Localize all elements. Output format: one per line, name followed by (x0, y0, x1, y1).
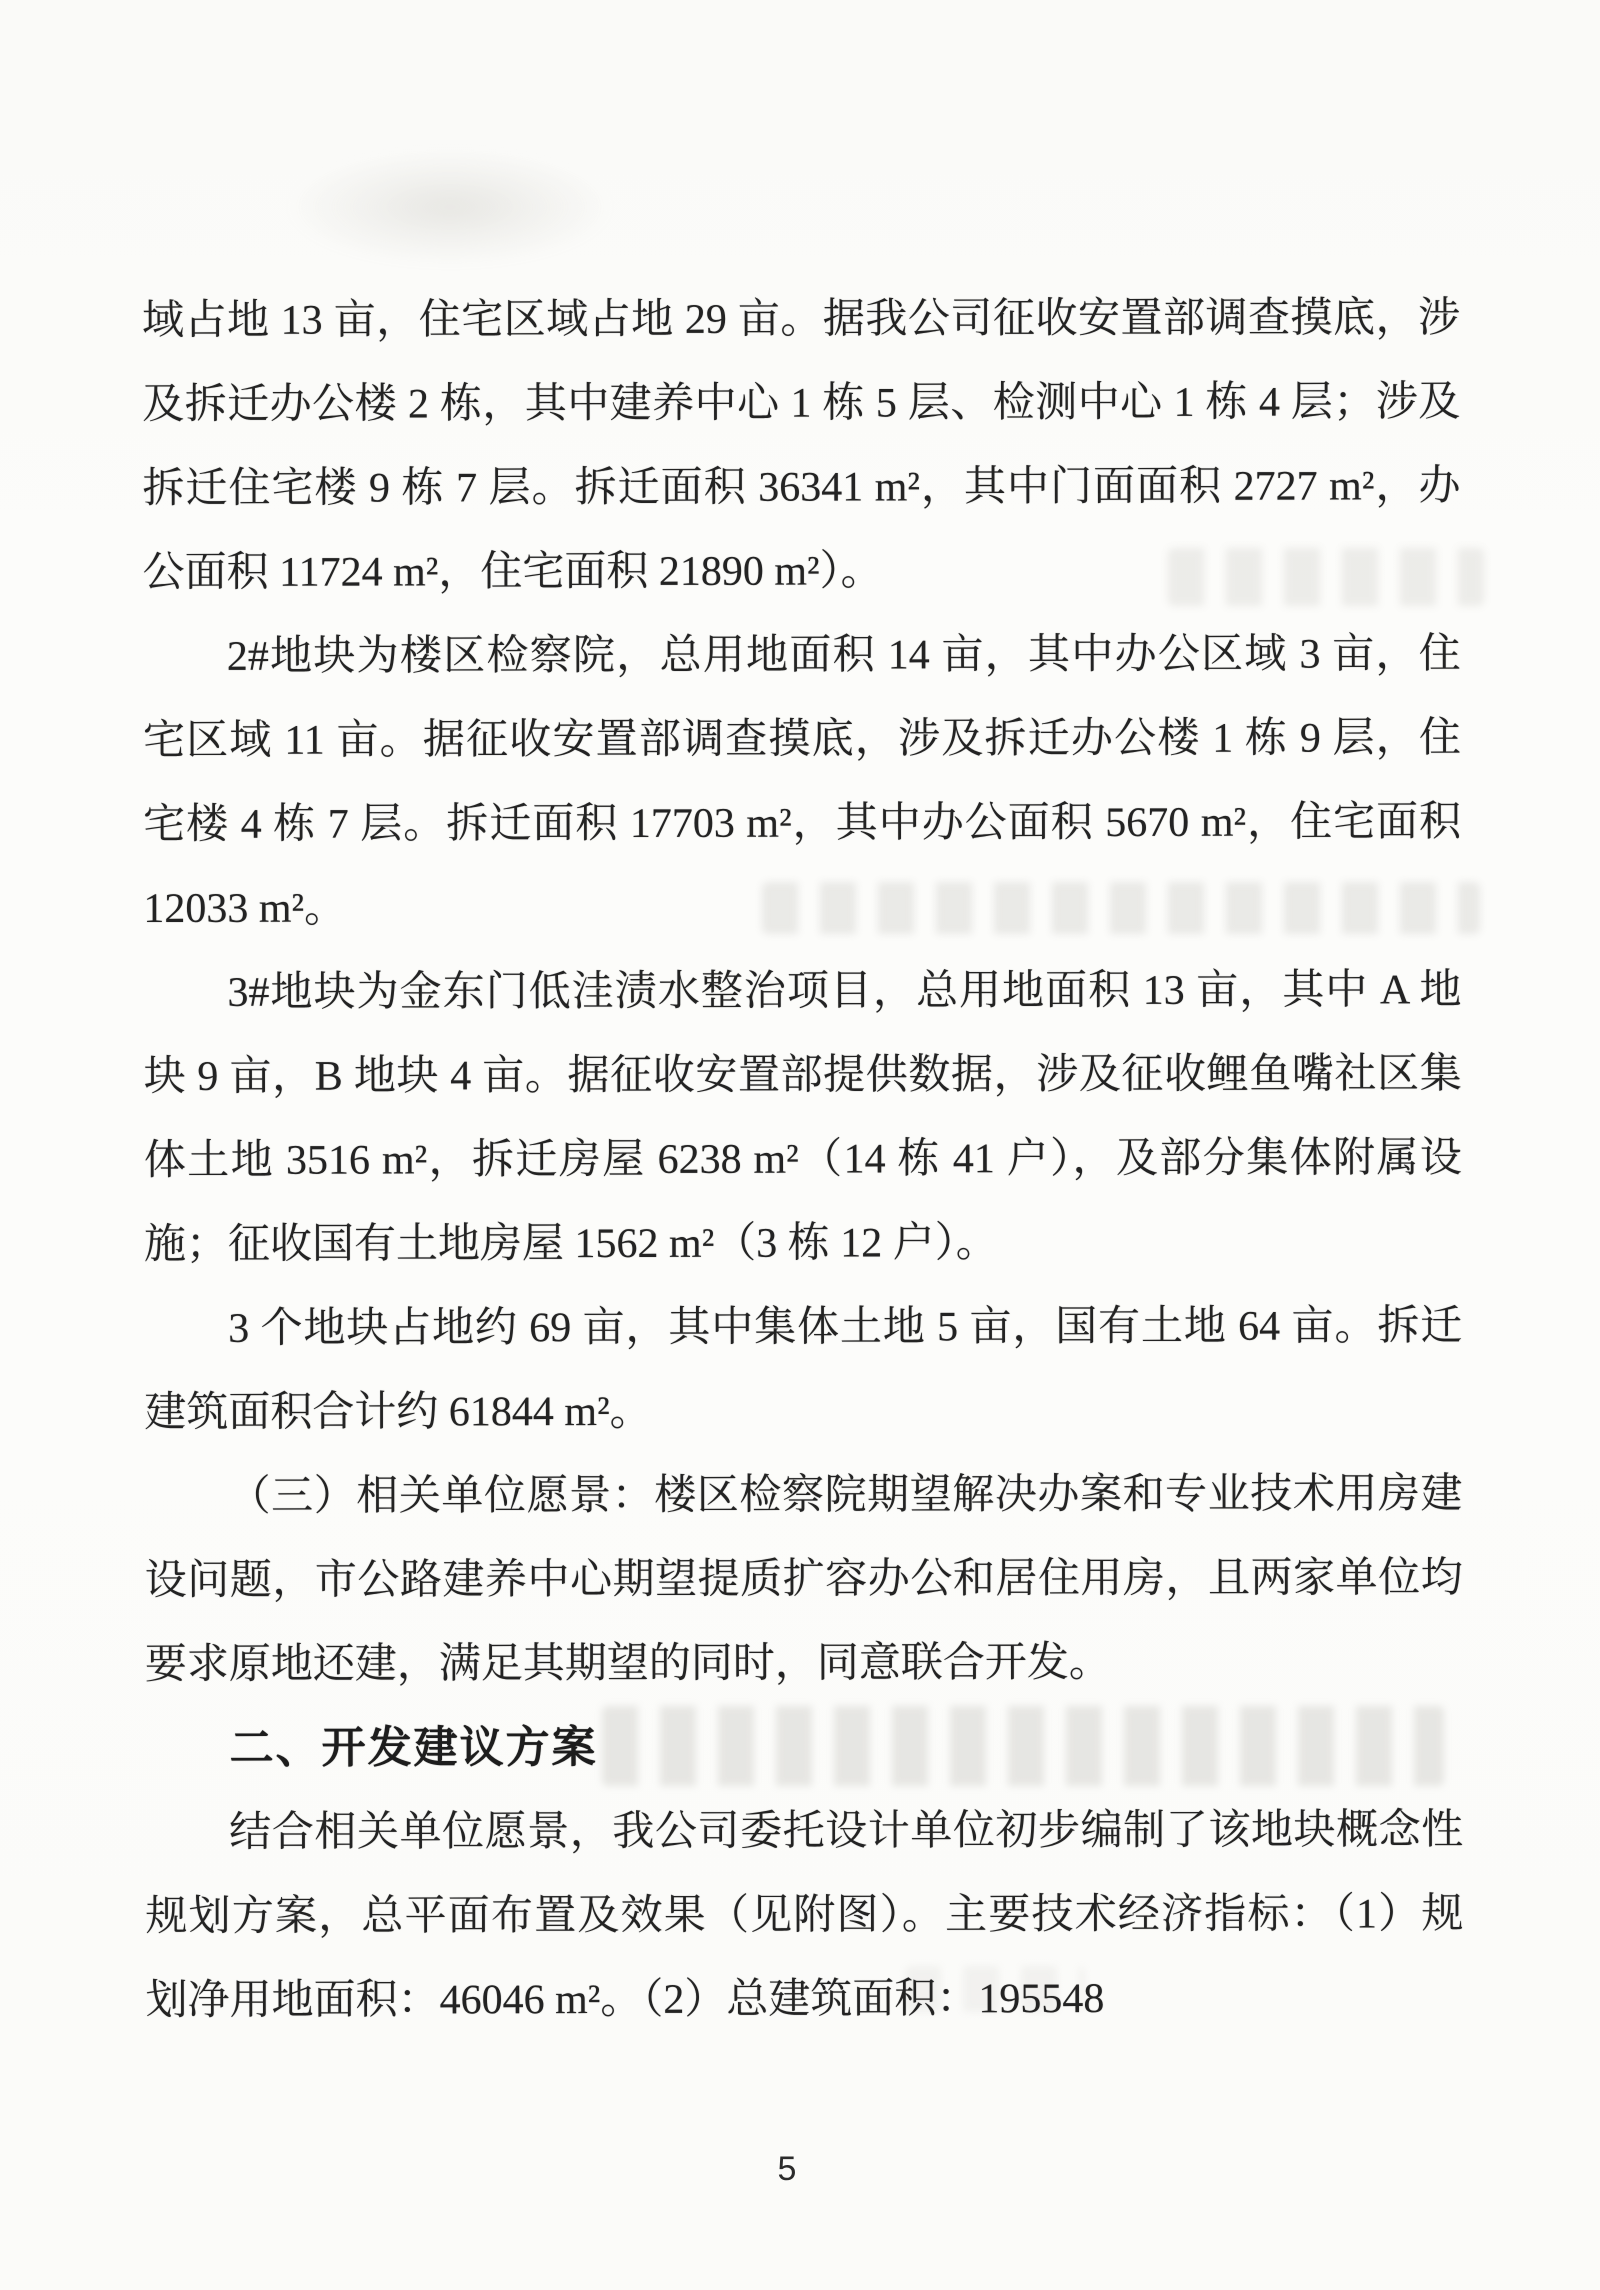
paragraph-parcel1-continuation: 域占地 13 亩，住宅区域占地 29 亩。据我公司征收安置部调查摸底，涉及拆迁办公楼 2 栋，其中建养中心 1 栋 5 层、检测中心 1 栋 4 层；涉及拆迁住宅楼 9 栋 7 层。拆迁面积 36341 m²，其中门面面积 2727 m²，办公面积 11724 m²，住宅面积 21890 m²）。 (142, 295, 1461, 596)
paragraph-parcel-totals: 3 个地块占地约 69 亩，其中集体土地 5 亩，国有土地 64 亩。拆迁建筑面积合计约 61844 m²。 (144, 1303, 1463, 1436)
paragraph-parcel3: 3#地块为金东门低洼渍水整治项目，总用地面积 13 亩，其中 A 地块 9 亩，B 地块 4 亩。据征收安置部提供数据，涉及征收鲤鱼嘴社区集体土地 3516 m²，拆迁房屋 6238 m²（14 栋 41 户），及部分集体附属设施；征收国有土地房屋 1562 m²（3 栋 12 户）。 (143, 967, 1462, 1268)
paragraph-unit-visions: （三）相关单位愿景：楼区检察院期望解决办案和专业技术用房建设问题，市公路建养中心期望提质扩容办公和居住用房，且两家单位均要求原地还建，满足其期望的同时，同意联合开发。 (144, 1471, 1463, 1688)
scan-artifact-smudge (285, 148, 615, 266)
document-body (142, 276, 1464, 2043)
paragraph-development-plan: 结合相关单位愿景，我公司委托设计单位初步编制了该地块概念性规划方案，总平面布置及效果（见附图）。主要技术经济指标：（1）规划净用地面积：46046 m²。（2）总建筑面积：195548 (145, 1807, 1464, 2024)
paragraph-parcel2: 2#地块为楼区检察院，总用地面积 14 亩，其中办公区域 3 亩，住宅区域 11 亩。据征收安置部调查摸底，涉及拆迁办公楼 1 栋 9 层，住宅楼 4 栋 7 层。拆迁面积 17703 m²，其中办公面积 5670 m²，住宅面积 12033 m²。 (142, 631, 1462, 932)
page-number: 5 (777, 2150, 797, 2188)
section-heading-development-proposal: 二、开发建议方案 (229, 1723, 598, 1773)
